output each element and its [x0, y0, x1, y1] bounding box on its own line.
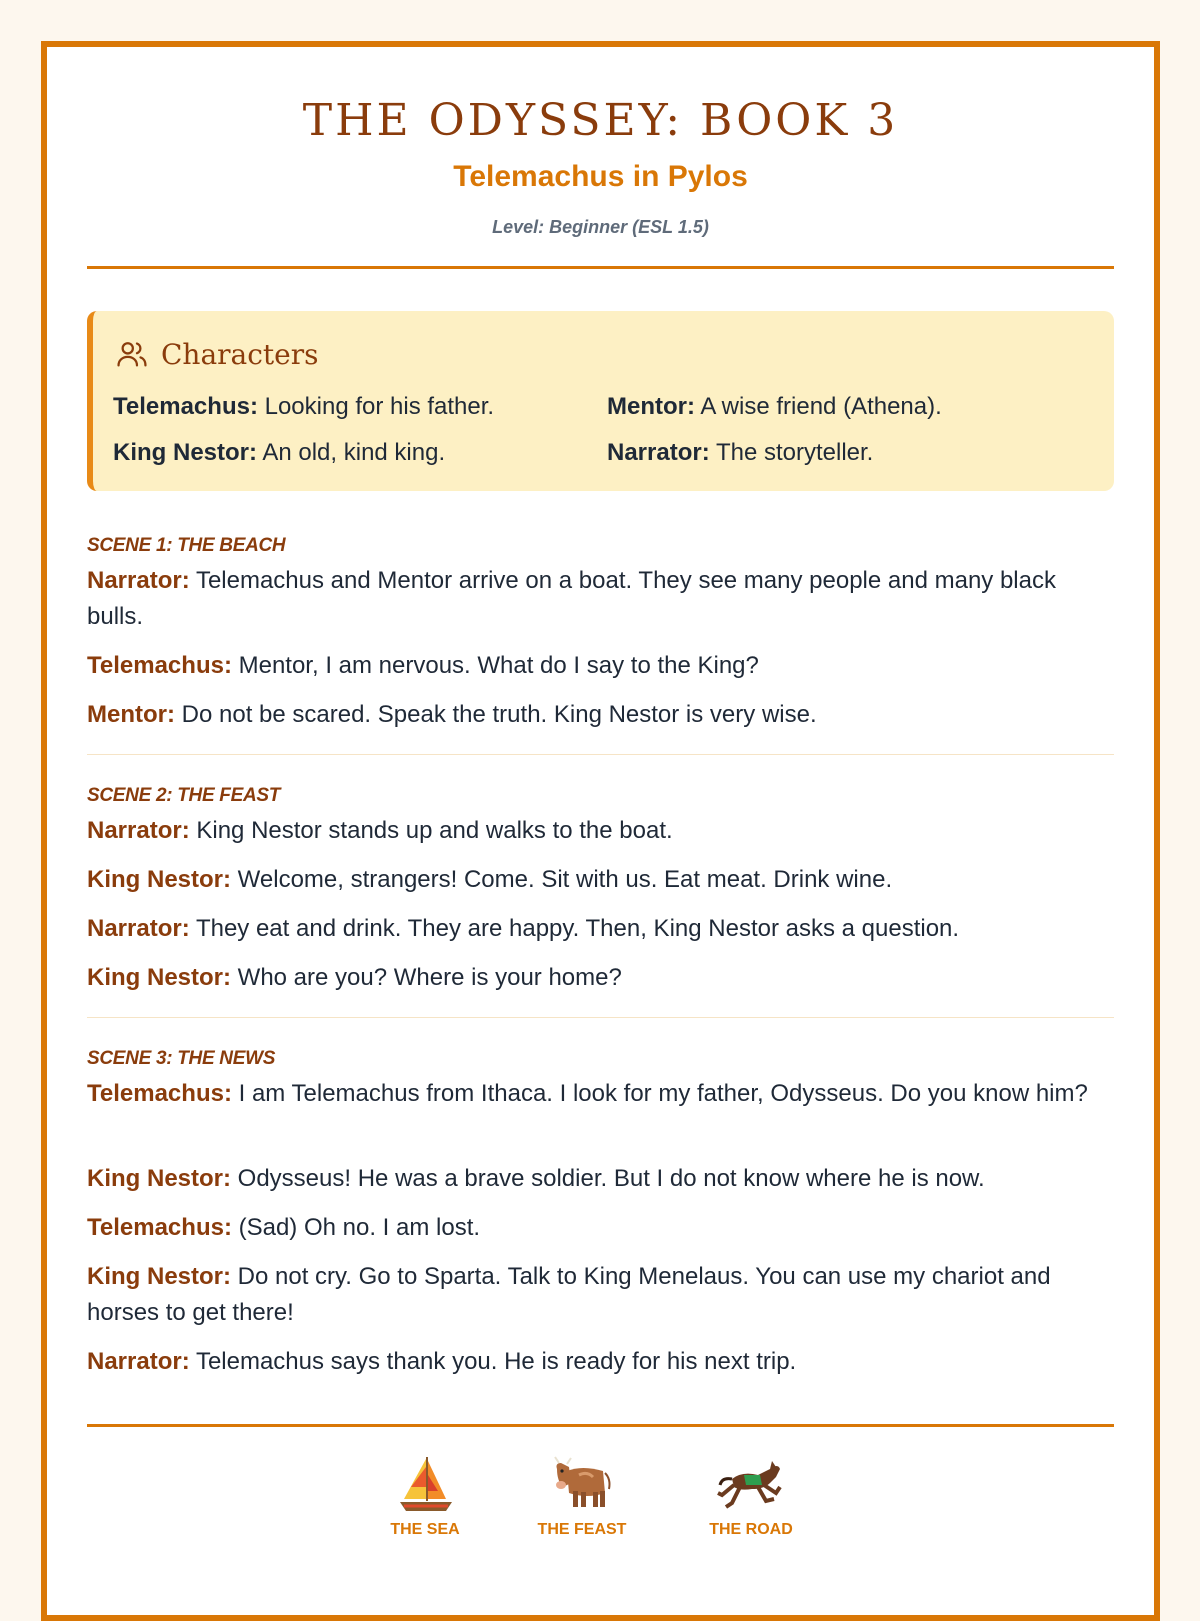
speaker: Narrator: [87, 915, 190, 942]
dialogue-line [87, 1259, 1114, 1331]
speaker: Narrator: [87, 1348, 190, 1375]
page-title: THE ODYSSEY: BOOK 3 [302, 95, 899, 146]
speaker: Narrator: [87, 817, 190, 844]
dialogue-line [87, 862, 1114, 898]
speaker: King Nestor: [87, 1165, 231, 1192]
footer-label: THE FEAST [537, 1521, 627, 1538]
speaker: Narrator: [87, 567, 190, 594]
line-text: Do not be scared. Speak the truth. King Nestor is very wise. [174, 701, 817, 728]
characters-heading-label: Characters [161, 337, 319, 371]
dialogue-line [87, 648, 1114, 684]
dialogue-line [87, 813, 1114, 849]
line-text: Telemachus says thank you. He is ready for his next trip. [189, 1348, 797, 1375]
line-text: Who are you? Where is your home? [231, 964, 622, 991]
dialogue-line [87, 911, 1114, 947]
character-narrator [607, 439, 873, 467]
sailboat-icon [360, 1449, 490, 1519]
scene-3-title: SCENE 3: THE NEWS [87, 1048, 276, 1069]
line-text: King Nestor stands up and walks to the boat. [189, 817, 673, 844]
racehorse-icon [686, 1449, 816, 1519]
level-label: Level: Beginner (ESL 1.5) [492, 217, 709, 237]
page-subtitle: Telemachus in Pylos [453, 160, 748, 193]
scene-divider [87, 1017, 1114, 1018]
dialogue-line [87, 1161, 1114, 1197]
line-text: Mentor, I am nervous. What do I say to the King? [231, 652, 759, 679]
header-divider [87, 266, 1114, 269]
line-text: Telemachus and Mentor arrive on a boat. They see many people and many black bulls. [87, 567, 1056, 630]
footer-divider [87, 1424, 1114, 1427]
characters-panel [87, 311, 1114, 491]
users-icon [115, 337, 149, 371]
line-text: Do not cry. Go to Sparta. Talk to King Menelaus. You can use my chariot and horses to get there! [87, 1263, 1051, 1326]
dialogue-line [87, 1076, 1114, 1112]
speaker: King Nestor: [87, 866, 231, 893]
line-text: I am Telemachus from Ithaca. I look for my father, Odysseus. Do you know him? [231, 1080, 1088, 1107]
cow-icon [517, 1449, 647, 1519]
dialogue-line [87, 563, 1114, 635]
scene-1-title: SCENE 1: THE BEACH [87, 535, 286, 556]
footer-item-sea [360, 1449, 490, 1539]
line-text: (Sad) Oh no. I am lost. [231, 1214, 481, 1241]
dialogue-line [87, 1210, 1114, 1246]
dialogue-line [87, 960, 1114, 996]
character-desc: Looking for his father. [257, 393, 495, 420]
character-desc: A wise friend (Athena). [694, 393, 942, 420]
footer-item-road [686, 1449, 816, 1539]
speaker: Telemachus: [87, 652, 232, 679]
speaker: King Nestor: [87, 1263, 231, 1290]
line-text: Odysseus! He was a brave soldier. But I do not know where he is now. [231, 1165, 985, 1192]
speaker: King Nestor: [87, 964, 231, 991]
character-desc: An old, kind king. [257, 439, 446, 466]
speaker: Telemachus: [87, 1080, 232, 1107]
character-king-nestor [113, 439, 445, 467]
character-telemachus [113, 393, 494, 421]
footer-label: THE SEA [390, 1521, 460, 1538]
footer-item-feast [517, 1449, 647, 1539]
scene-2-title: SCENE 2: THE FEAST [87, 785, 281, 806]
dialogue-line [87, 1344, 1114, 1380]
character-desc: The storyteller. [709, 439, 874, 466]
character-name: Telemachus: [113, 393, 258, 420]
dialogue-line [87, 697, 1114, 733]
line-text: They eat and drink. They are happy. Then, King Nestor asks a question. [189, 915, 960, 942]
speaker: Mentor: [87, 701, 175, 728]
line-text: Welcome, strangers! Come. Sit with us. Eat meat. Drink wine. [231, 866, 893, 893]
characters-heading [115, 337, 319, 371]
speaker: Telemachus: [87, 1214, 232, 1241]
character-mentor [607, 393, 942, 421]
character-name: Mentor: [607, 393, 695, 420]
page-frame [41, 41, 1160, 1621]
character-name: King Nestor: [113, 439, 257, 466]
character-name: Narrator: [607, 439, 710, 466]
scene-divider [87, 754, 1114, 755]
footer-label: THE ROAD [709, 1521, 793, 1538]
